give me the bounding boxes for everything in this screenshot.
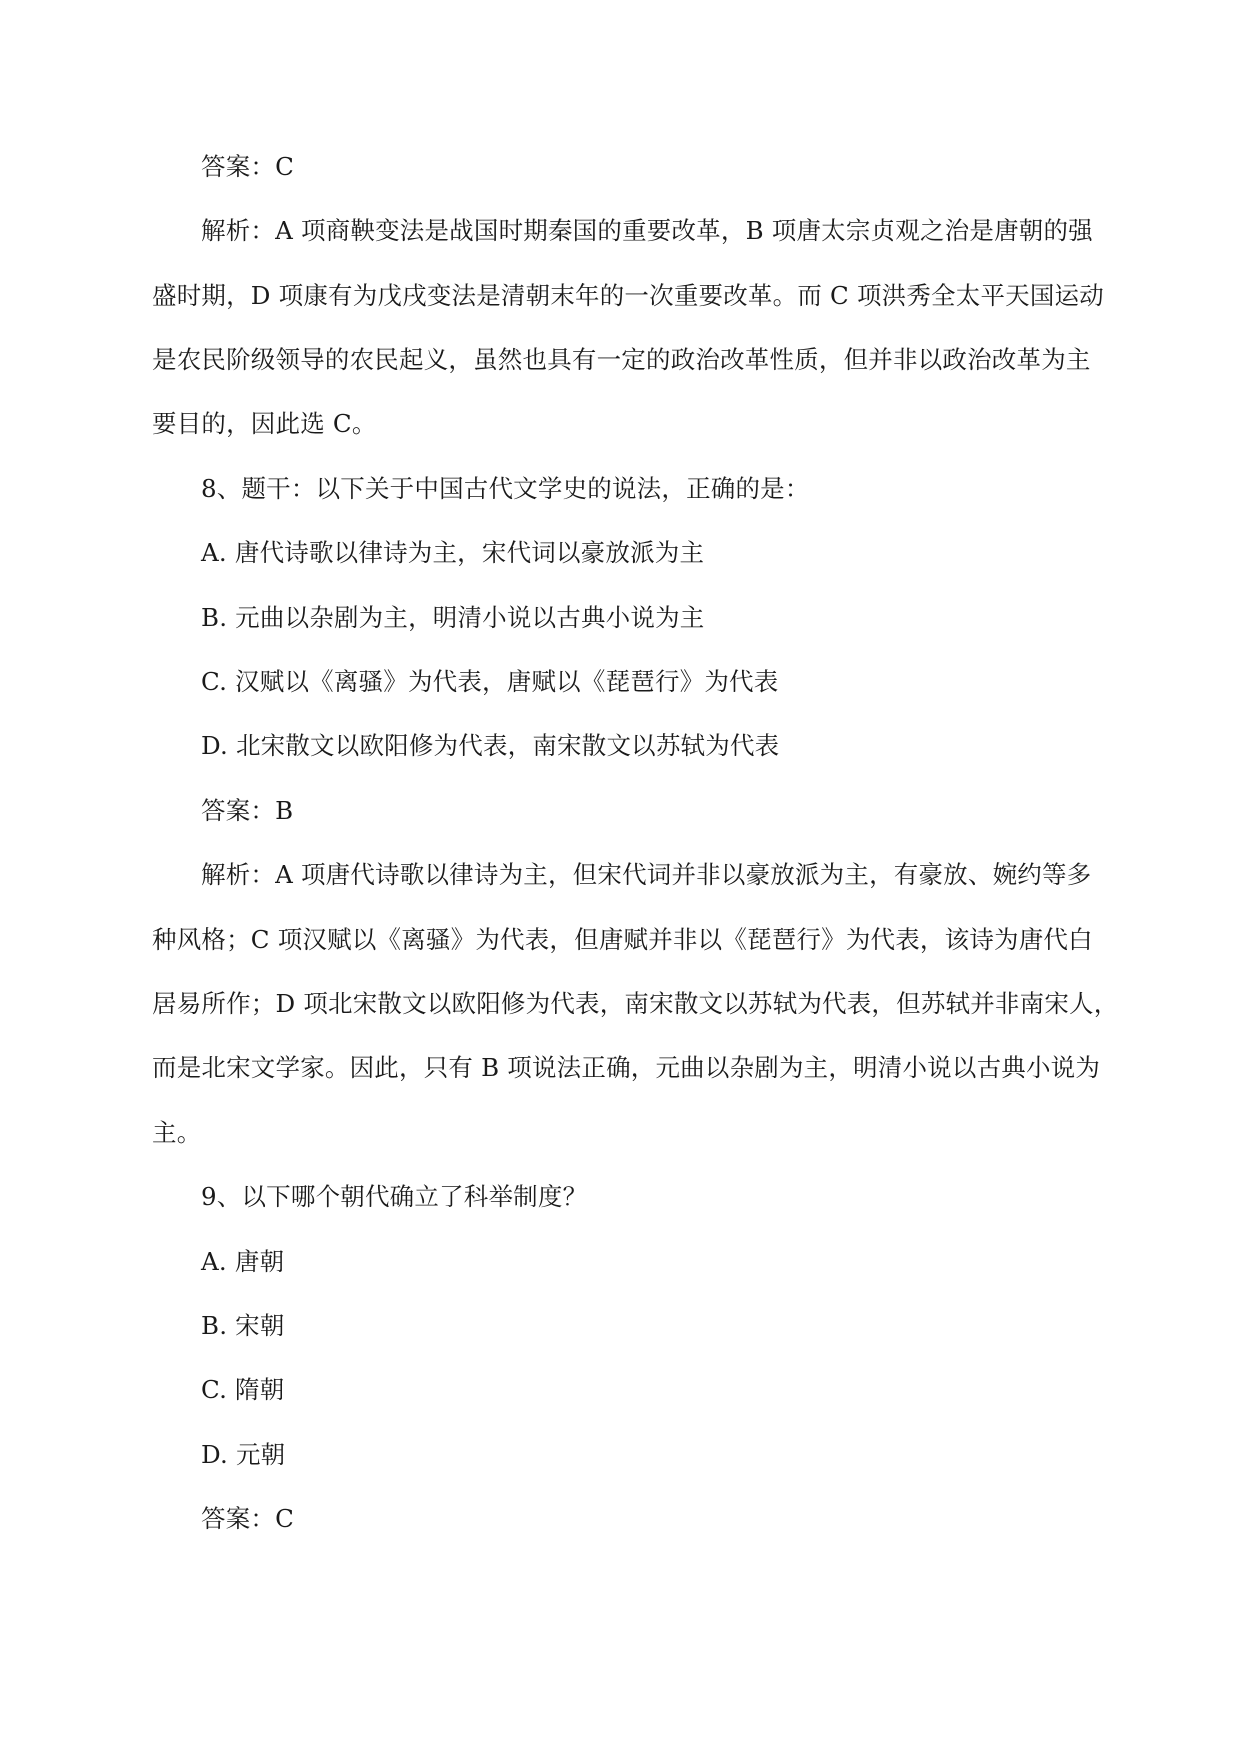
explanation-8-line-5: 主。 [152, 1118, 202, 1147]
question-8-option-c: C. 汉赋以《离骚》为代表，唐赋以《琵琶行》为代表 [201, 667, 779, 696]
answer-9: 答案：C [201, 1504, 295, 1533]
question-9-option-d: D. 元朝 [201, 1440, 286, 1469]
explanation-8-line-1: 解析：A 项唐代诗歌以律诗为主，但宋代词并非以豪放派为主，有豪放、婉约等多 [201, 860, 1092, 889]
explanation-7-line-4: 要目的，因此选 C。 [152, 409, 377, 438]
answer-7: 答案：C [201, 152, 295, 181]
question-9-option-a: A. 唐朝 [201, 1247, 285, 1276]
question-9-option-b: B. 宋朝 [201, 1311, 285, 1340]
question-9-option-c: C. 隋朝 [201, 1375, 285, 1404]
explanation-8-line-3: 居易所作；D 项北宋散文以欧阳修为代表，南宋散文以苏轼为代表，但苏轼并非南宋人， [152, 989, 1119, 1018]
question-8-stem: 8、题干：以下关于中国古代文学史的说法，正确的是： [201, 474, 810, 503]
explanation-7-line-3: 是农民阶级领导的农民起义，虽然也具有一定的政治改革性质，但并非以政治改革为主 [152, 345, 1091, 374]
explanation-8-line-2: 种风格；C 项汉赋以《离骚》为代表，但唐赋并非以《琵琶行》为代表，该诗为唐代白 [152, 925, 1093, 954]
question-8-option-d: D. 北宋散文以欧阳修为代表，南宋散文以苏轼为代表 [201, 731, 780, 760]
explanation-7-line-1: 解析：A 项商鞅变法是战国时期秦国的重要改革，B 项唐太宗贞观之治是唐朝的强 [201, 216, 1093, 245]
explanation-7-line-2: 盛时期，D 项康有为戊戌变法是清朝末年的一次重要改革。而 C 项洪秀全太平天国运动 [152, 281, 1104, 310]
question-8-option-a: A. 唐代诗歌以律诗为主，宋代词以豪放派为主 [201, 538, 705, 567]
explanation-8-line-4: 而是北宋文学家。因此，只有 B 项说法正确，元曲以杂剧为主，明清小说以古典小说为 [152, 1053, 1101, 1082]
question-8-option-b: B. 元曲以杂剧为主，明清小说以古典小说为主 [201, 603, 705, 632]
answer-8: 答案：B [201, 796, 294, 825]
question-9-stem: 9、以下哪个朝代确立了科举制度？ [201, 1182, 588, 1211]
